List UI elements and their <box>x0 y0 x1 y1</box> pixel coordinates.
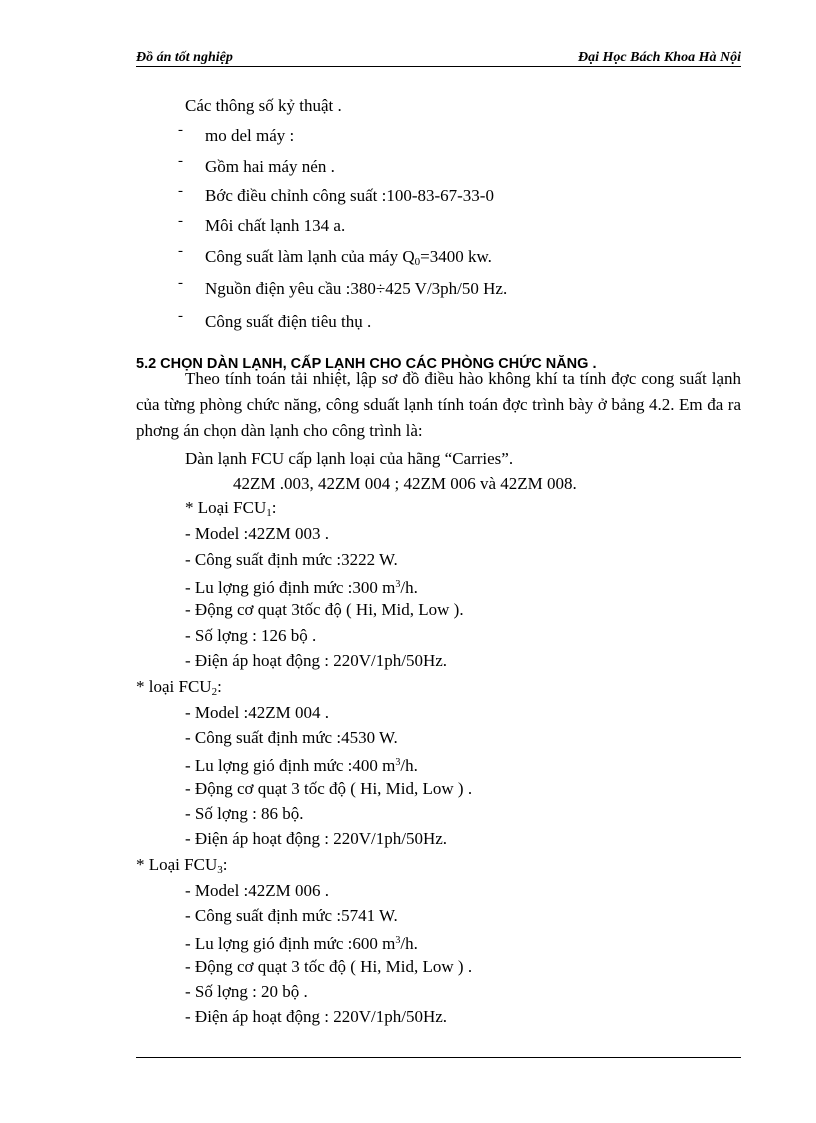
spec-item-text: Công suất làm lạnh của máy Q <box>205 247 415 266</box>
header-left-text: Đồ án tốt nghiệp <box>136 50 233 65</box>
spec-item: mo del máy : <box>205 126 295 145</box>
fcu3-airflow-sup: 3 <box>395 935 401 946</box>
fcu2-model: - Model :42ZM 004 . <box>185 703 330 722</box>
fcu2-airflow-sup: 3 <box>395 757 401 768</box>
q-value: =3400 kw. <box>420 247 492 266</box>
fcu3-voltage: - Điện áp hoạt động : 220V/1ph/50Hz. <box>185 1007 448 1026</box>
fcu2-title-text: * loại FCU <box>136 677 212 696</box>
spec-item: Môi chất lạnh 134 a. <box>205 216 346 235</box>
models-line: 42ZM .003, 42ZM 004 ; 42ZM 006 và 42ZM 008. <box>233 474 577 493</box>
fcu1-airflow-unit: /h. <box>400 578 418 597</box>
spec-item: Gồm hai máy nén . <box>205 157 335 176</box>
specs-title: Các thông số kỷ thuật . <box>185 96 342 115</box>
header-right-text: Đại Học Bách Khoa Hà Nội <box>578 50 741 65</box>
fcu1-airflow-sup: 3 <box>395 579 401 590</box>
q-subscript: 0 <box>414 256 421 268</box>
fcu3-capacity: - Công suất định mức :5741 W. <box>185 906 398 925</box>
bullet-dash: - <box>178 153 183 169</box>
bullet-dash: - <box>178 213 183 229</box>
fcu2-voltage: - Điện áp hoạt động : 220V/1ph/50Hz. <box>185 829 448 848</box>
fcu2-title-colon: : <box>217 677 222 696</box>
fcu1-airflow <box>185 575 418 598</box>
fcu3-model: - Model :42ZM 006 . <box>185 881 330 900</box>
fcu1-qty: - Số lợng : 126 bộ . <box>185 626 317 645</box>
fcu3-title-text: * Loại FCU <box>136 855 218 874</box>
fcu1-subscript: 1 <box>266 507 272 519</box>
fcu1-voltage: - Điện áp hoạt động : 220V/1ph/50Hz. <box>185 651 448 670</box>
spec-item: Nguồn điện yêu cầu :380÷425 V/3ph/50 Hz. <box>205 279 508 298</box>
spec-item: Công suất điện tiêu thụ . <box>205 312 372 331</box>
bullet-dash: - <box>178 122 183 138</box>
page-header <box>136 50 741 67</box>
fcu3-title <box>136 855 227 880</box>
fcu1-title-colon: : <box>271 498 277 517</box>
fcu2-motor: - Động cơ quạt 3 tốc độ ( Hi, Mid, Low ) . <box>185 779 473 798</box>
bullet-dash: - <box>178 275 183 291</box>
fcu2-capacity: - Công suất định mức :4530 W. <box>185 728 398 747</box>
fcu3-motor: - Động cơ quạt 3 tốc độ ( Hi, Mid, Low ) . <box>185 957 473 976</box>
fcu2-title <box>136 677 222 702</box>
section-heading: 5.2 CHỌN DÀN LẠNH, CẤP LẠNH CHO CÁC PHÒNG CHỨC NĂNG . <box>136 356 597 372</box>
fcu3-qty: - Số lợng : 20 bộ . <box>185 982 308 1001</box>
spec-item: Bớc điều chỉnh công suất :100-83-67-33-0 <box>205 186 494 205</box>
fcu2-airflow-unit: /h. <box>400 756 418 775</box>
fcu3-airflow <box>185 931 418 954</box>
bullet-dash: - <box>178 183 183 199</box>
footer-rule <box>136 1057 741 1058</box>
fcu1-model: - Model :42ZM 003 . <box>185 524 330 543</box>
fcu3-title-colon: : <box>222 855 228 874</box>
fcu1-motor: - Động cơ quạt 3tốc độ ( Hi, Mid, Low ). <box>185 600 464 619</box>
fcu2-subscript: 2 <box>211 686 218 698</box>
bullet-dash: - <box>178 308 183 324</box>
fcu1-title <box>185 498 276 523</box>
fcu3-airflow-unit: /h. <box>400 934 418 953</box>
fcu1-airflow-text: - Lu lợng gió định mức :300 m <box>185 578 396 597</box>
fcu1-capacity: - Công suất định mức :3222 W. <box>185 550 398 569</box>
fcu2-airflow-text: - Lu lợng gió định mức :400 m <box>185 756 396 775</box>
fcu3-subscript: 3 <box>217 864 223 876</box>
fcu2-qty: - Số lợng : 86 bộ. <box>185 804 304 823</box>
fcu2-airflow <box>185 753 418 776</box>
section-paragraph: Theo tính toán tải nhiệt, lập sơ đồ điều hào không khí ta tính đợc cong suất lạnh của từng phòng chức năng, công sduất lạnh tính toán đợc trình bày ở bảng 4.2. Em đa ra phơng án chọn dàn lạnh cho công trình là: <box>136 369 741 440</box>
bullet-dash: - <box>178 243 183 259</box>
fcu1-title-text: * Loại FCU <box>185 498 267 517</box>
spec-item-cooling-capacity <box>205 247 492 272</box>
dan-lanh-line: Dàn lạnh FCU cấp lạnh loại của hãng “Carries”. <box>185 449 514 468</box>
fcu3-airflow-text: - Lu lợng gió định mức :600 m <box>185 934 396 953</box>
